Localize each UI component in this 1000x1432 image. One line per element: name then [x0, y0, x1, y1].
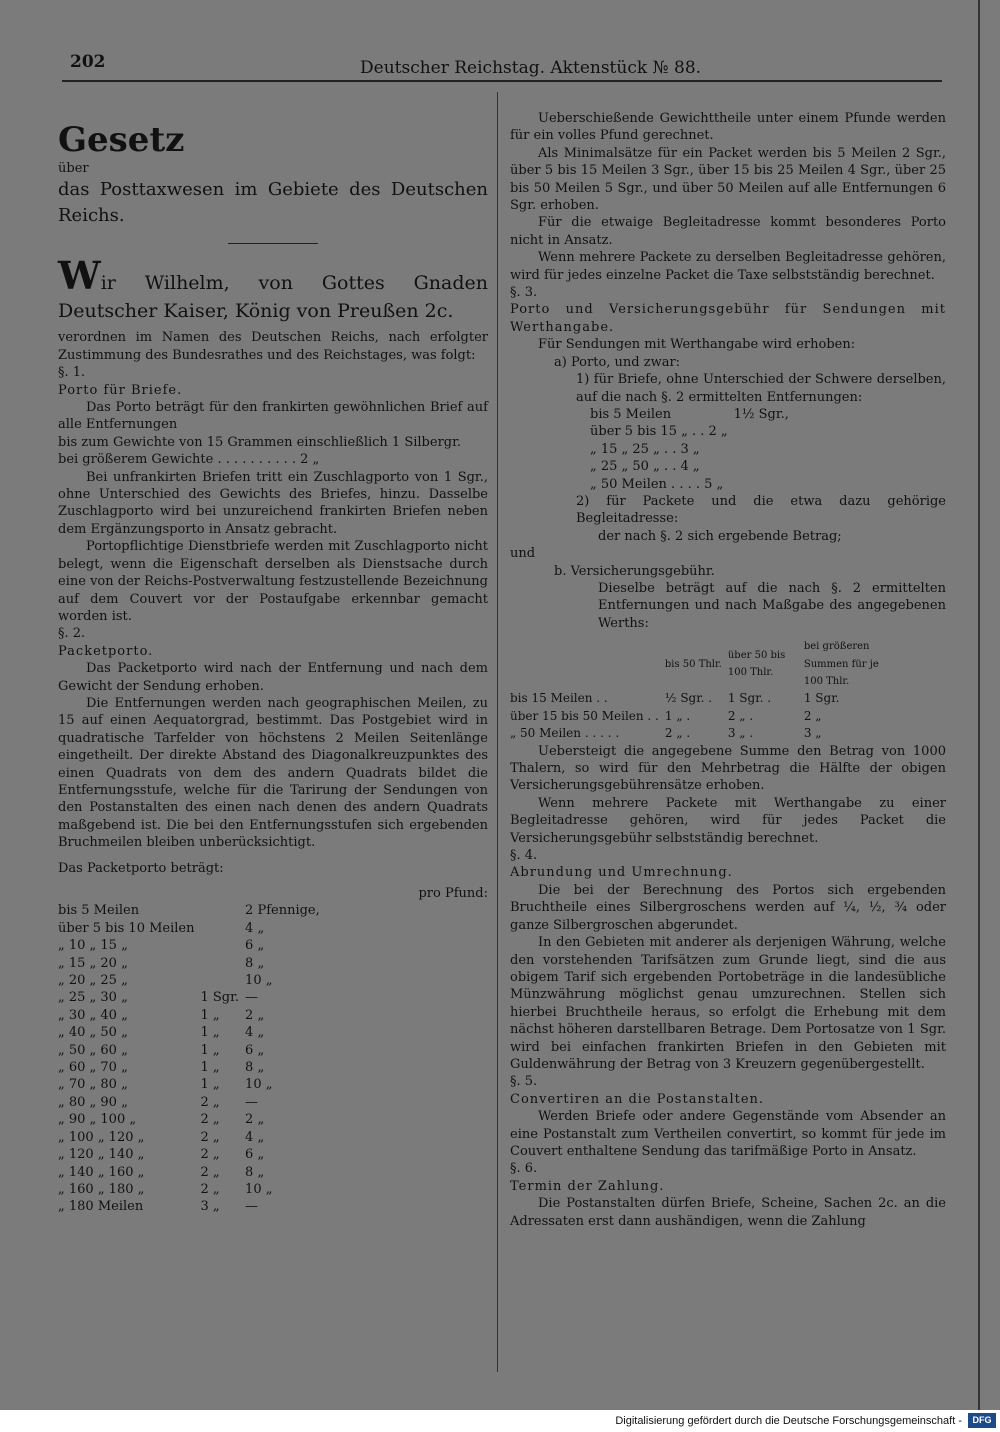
table-cell: 1½ Sgr., [733, 406, 789, 422]
table-cell: 2 „ [200, 1094, 220, 1110]
section-1-title: Porto für Briefe. [58, 382, 183, 398]
section-3-a2: 2) für Packete und die etwa dazu gehörige Begleitadresse: [576, 493, 946, 527]
table-cell: „ 180 Meilen [58, 1199, 144, 1215]
table-cell: „ 120 „ 140 „ [58, 1147, 145, 1163]
table-cell: ½ Sgr. . [664, 691, 713, 706]
section-3-a1: 1) für Briefe, ohne Unterschied der Schwere derselben, auf die nach §. 2 ermittelten Entfernungen: [576, 372, 946, 405]
table-cell: 2 „ [200, 1112, 220, 1128]
table-cell: 2 „ . [664, 726, 691, 741]
section-1-number: §. 1. [58, 365, 86, 381]
table-cell: 1 „ [200, 1077, 220, 1093]
header-rule [62, 80, 942, 82]
table-cell: 10 „ [245, 1077, 273, 1093]
table-row [590, 441, 795, 458]
table-row [58, 1164, 326, 1181]
section-4-para-1: Die bei der Berechnung des Portos sich ergebenden Bruchtheile eines Silbergroschens werden auf ¼, ½, ¾ oder ganze Silbergroschen abgerundet. [510, 882, 946, 933]
section-1-line-1: bis zum Gewichte von 15 Grammen einschließlich 1 Silbergr. [58, 434, 462, 450]
section-1-line-2: bei größerem Gewichte . . . . . . . . . . 2 „ [58, 452, 320, 468]
section-4-title: Abrundung und Umrechnung. [510, 865, 733, 881]
table-cell: 1 Sgr. . [727, 691, 772, 706]
pro-pfund-header: pro Pfund: [418, 886, 488, 901]
table-cell: 3 „ [803, 726, 822, 741]
table-cell: „ 80 „ 90 „ [58, 1094, 128, 1110]
table-cell: „ 25 „ 50 „ . . 4 „ [590, 459, 700, 475]
table-cell: bis 5 Meilen [590, 406, 672, 422]
wir-text: ir Wilhelm, von Gottes Gnaden Deutscher Kaiser, König von Preußen 2c. [58, 272, 488, 323]
table-cell: 8 „ [245, 1164, 265, 1180]
section-5-para-1: Werden Briefe oder andere Gegenstände vom Absender an eine Postanstalt zum Vertheilen convertirt, so kommt für jede im Couvert enthaltene Sendung das tarifmäßige Porto in Ansatz. [510, 1109, 946, 1159]
table-cell: 1 „ [200, 1025, 220, 1041]
table-cell: 4 „ [245, 1129, 265, 1145]
preamble: verordnen im Namen des Deutschen Reichs, nach erfolgter Zustimmung des Bundesrathes und des Reichstages, was folgt: [58, 330, 488, 363]
table-cell: 10 „ [245, 1181, 273, 1197]
table-row [510, 708, 900, 725]
table-cell: — [245, 1094, 259, 1110]
section-6-number: §. 6. [510, 1161, 538, 1177]
table-cell: bis 15 Meilen . . [510, 691, 608, 706]
table-cell: 2 „ [245, 1112, 265, 1128]
table-row [58, 902, 326, 919]
section-5-number: §. 5. [510, 1074, 538, 1090]
section-2-title: Packetporto. [58, 643, 154, 659]
table-cell: 1 „ [200, 1007, 220, 1023]
table-cell: 2 „ [200, 1164, 220, 1180]
table-cell: „ 60 „ 70 „ [58, 1060, 128, 1076]
table-cell: 2 „ [245, 1007, 265, 1023]
table-cell [734, 423, 795, 440]
law-subtitle: das Posttaxwesen im Gebiete des Deutschen Reichs. [58, 179, 488, 227]
table-cell: über 5 bis 10 Meilen [58, 920, 195, 936]
table-cell: 2 „ [803, 708, 822, 723]
ins-head-3: bei größeren Summen für je 100 Thlr. [803, 641, 879, 687]
ins-empty-head [510, 638, 665, 690]
section-5-title: Convertiren an die Postanstalten. [510, 1091, 765, 1107]
table-cell: 2 „ [200, 1129, 220, 1145]
section-2-number: §. 2. [58, 626, 86, 642]
ueber-text: über [58, 161, 89, 176]
table-cell: 8 „ [245, 1060, 265, 1076]
table-cell [734, 476, 795, 493]
table-row [510, 725, 900, 742]
table-row [58, 955, 326, 972]
table-cell: 2 „ [200, 1181, 220, 1197]
table-row [58, 1146, 326, 1163]
table-cell: über 15 bis 50 Meilen . . [510, 708, 659, 723]
right-para-1: Ueberschießende Gewichttheile unter einem Pfunde werden für ein volles Pfund gerechnet. [510, 111, 946, 144]
table-cell: „ 15 „ 20 „ [58, 955, 128, 971]
wir-paragraph [58, 253, 488, 325]
table-cell: „ 40 „ 50 „ [58, 1025, 128, 1041]
section-3-para-2: Uebersteigt die angegebene Summe den Betrag von 1000 Thalern, so wird für den Mehrbetrag die Hälfte der obigen Versicherungsgebührensätze erhoben. [510, 743, 946, 794]
section-1-para-1: Das Porto beträgt für den frankirten gewöhnlichen Brief auf alle Entfernungen [58, 400, 488, 433]
footer-bar [0, 1410, 1000, 1432]
left-column [58, 104, 488, 1216]
table-row [58, 1024, 326, 1041]
letter-rate-table [590, 406, 795, 493]
section-2-para-2: Die Entfernungen werden nach geographischen Meilen, zu 15 auf einen Aequatorgrad, bestimmt. Das Postgebiet wird in quadratische Tarfelder von höchstens 2 Meilen Seitenlänge eingetheilt. Der direkte Abstand des Diagonalkreuzpunktes des einen Quadrats von dem des andern Quadrats bildet die Entfernungsstufe, welche für die Tarirung der Sendungen von den Postanstalten des einen nach denen des andern Quadrats maßgebend ist. Die bei den Entfernungsstufen sich ergebenden Bruchmeilen bleiben unberücksichtigt. [58, 695, 488, 851]
table-cell: 4 „ [245, 920, 265, 936]
table-cell: 2 „ [200, 1147, 220, 1163]
title-rule [228, 243, 318, 244]
table-cell: „ 15 „ 25 „ . . 3 „ [590, 441, 700, 457]
section-1-para-3: Portopflichtige Dienstbriefe werden mit Zuschlagporto nicht belegt, wenn die Eigenschaft derselben als Dienstsache durch eine von der Reichs-Postverwaltung festzustellende Bezeichnung auf dem Couvert vor der Postaufgabe erkennbar gemacht worden ist. [58, 539, 488, 624]
table-row [58, 972, 326, 989]
table-cell: 6 „ [245, 1042, 265, 1058]
table-row [58, 1129, 326, 1146]
column-divider [497, 92, 498, 1372]
table-cell: 1 „ [200, 1060, 220, 1076]
table-cell [734, 441, 795, 458]
table-cell [200, 972, 245, 989]
table-row [58, 1042, 326, 1059]
table-cell: „ 70 „ 80 „ [58, 1077, 128, 1093]
table-cell: 1 „ . [664, 708, 691, 723]
und-text: und [510, 546, 536, 562]
table-cell: 6 „ [245, 1147, 265, 1163]
table-cell: „ 50 Meilen . . . . 5 „ [590, 476, 724, 492]
table-cell: 1 Sgr. [200, 990, 240, 1006]
table-cell: bis 5 Meilen [58, 903, 140, 919]
table-row [58, 937, 326, 954]
section-3-a2b: der nach §. 2 sich ergebende Betrag; [598, 528, 842, 544]
section-3-number: §. 3. [510, 285, 538, 301]
section-2-para-3: Das Packetporto beträgt: [58, 860, 224, 876]
table-cell: 6 „ [245, 938, 265, 954]
section-3-b: b. Versicherungsgebühr. [554, 563, 715, 579]
ins-head-2: über 50 bis 100 Thlr. [727, 649, 786, 679]
right-column [510, 110, 946, 1230]
ins-head-1: bis 50 Thlr. [664, 658, 722, 670]
table-row [58, 920, 326, 937]
right-para-4: Wenn mehrere Packete zu derselben Begleitadresse gehören, wird für jedes einzelne Packet die Taxe selbstständig berechnet. [510, 250, 946, 283]
law-title: Gesetz [58, 120, 185, 160]
table-cell: „ 10 „ 15 „ [58, 938, 128, 954]
table-cell: 3 „ [200, 1199, 220, 1215]
table-row [58, 1076, 326, 1093]
table-cell: über 5 bis 15 „ . . 2 „ [590, 424, 728, 440]
table-cell [200, 902, 245, 919]
running-header: Deutscher Reichstag. Aktenstück № 88. [360, 58, 702, 78]
table-cell [200, 955, 245, 972]
table-cell: „ 160 „ 180 „ [58, 1181, 145, 1197]
packet-rate-table [58, 902, 326, 1215]
table-row [58, 1007, 326, 1024]
table-cell: „ 100 „ 120 „ [58, 1129, 145, 1145]
table-cell: 1 Sgr. [803, 691, 840, 706]
table-cell: 2 Pfennige, [245, 903, 320, 919]
table-row [58, 989, 326, 1006]
footer-text: Digitalisierung gefördert durch die Deutsche Forschungsgemeinschaft - [615, 1415, 962, 1427]
table-row [58, 1059, 326, 1076]
table-cell: 10 „ [245, 973, 273, 989]
table-cell: 8 „ [245, 955, 265, 971]
table-cell: 3 „ . [727, 726, 754, 741]
table-cell: „ 90 „ 100 „ [58, 1112, 137, 1128]
section-2-para-1: Das Packetporto wird nach der Entfernung und nach dem Gewicht der Sendung erhoben. [58, 661, 488, 694]
table-row [58, 1181, 326, 1198]
page-edge [978, 0, 980, 1410]
table-cell: — [245, 1199, 259, 1215]
table-row [58, 1094, 326, 1111]
table-cell [200, 920, 245, 937]
table-row [510, 690, 900, 707]
section-1-para-2: Bei unfrankirten Briefen tritt ein Zuschlagporto von 1 Sgr., ohne Unterschied des Gewichts des Briefes, hinzu. Dasselbe Zuschlagporto wird bei unzureichend frankirten Briefen neben dem Ergänzungsporto in Ansatz gebracht. [58, 469, 488, 537]
right-para-3: Für die etwaige Begleitadresse kommt besonderes Porto nicht in Ansatz. [510, 215, 946, 248]
table-cell: 4 „ [245, 1025, 265, 1041]
section-3-b1: Dieselbe beträgt auf die nach §. 2 ermittelten Entfernungen und nach Maßgabe des angegebenen Werths: [598, 580, 946, 631]
table-cell: 2 „ . [727, 708, 754, 723]
right-para-2: Als Minimalsätze für ein Packet werden bis 5 Meilen 2 Sgr., über 5 bis 15 Meilen 3 Sgr., über 15 bis 25 Meilen 4 Sgr., über 25 bis 50 Meilen 5 Sgr., und über 50 Meilen auf alle Entfernungen 6 Sgr. erhoben. [510, 145, 946, 214]
page-number: 202 [70, 52, 106, 72]
section-4-number: §. 4. [510, 848, 538, 864]
table-cell: 1 „ [200, 1042, 220, 1058]
table-row [58, 1198, 326, 1215]
table-cell: „ 30 „ 40 „ [58, 1007, 128, 1023]
table-cell: „ 20 „ 25 „ [58, 973, 128, 989]
table-cell: „ 25 „ 30 „ [58, 990, 128, 1006]
section-6-para-1: Die Postanstalten dürfen Briefe, Scheine, Sachen 2c. an die Adressaten erst dann aushändigen, wenn die Zahlung [510, 1196, 946, 1229]
table-cell: „ 50 Meilen . . . . . [510, 726, 620, 741]
dfg-logo: DFG [968, 1413, 996, 1428]
table-row [590, 423, 795, 440]
section-3-para-1: Für Sendungen mit Werthangabe wird erhoben: [538, 337, 856, 353]
section-6-title: Termin der Zahlung. [510, 1178, 665, 1194]
drop-initial: W [58, 253, 101, 299]
table-row [590, 406, 795, 423]
section-3-para-3: Wenn mehrere Packete mit Werthangabe zu einer Begleitadresse gehören, wird für jedes Packet die Versicherungsgebühr selbstständig berechnet. [510, 795, 946, 846]
section-4-para-2: In den Gebieten mit anderer als derjenigen Währung, welche den vorstehenden Tarifsätzen zum Grunde liegt, sind die aus obigem Tarif sich ergebenden Portobeträge in die landesübliche Münzwährung möglichst genau umzurechnen. Stellen sich hierbei Bruchtheile heraus, so erfolgt die Erhebung mit dem nächst höheren darstellbaren Betrage. Dem Portosatze von 1 Sgr. wird bei einfachen frankirten Briefen in den Gebieten mit Guldenwährung der Betrag von 3 Kreuzern gegenübergestellt. [510, 935, 946, 1072]
insurance-table [510, 638, 900, 742]
section-3-a: a) Porto, und zwar: [554, 354, 681, 370]
section-3-title: Porto und Versicherungsgebühr für Sendungen mit Werthangabe. [510, 302, 946, 335]
table-row [590, 458, 795, 475]
table-cell [734, 458, 795, 475]
table-cell [200, 937, 245, 954]
table-row [58, 1111, 326, 1128]
table-cell: — [245, 990, 259, 1006]
table-row [590, 476, 795, 493]
table-cell: „ 140 „ 160 „ [58, 1164, 145, 1180]
table-cell: „ 50 „ 60 „ [58, 1042, 128, 1058]
